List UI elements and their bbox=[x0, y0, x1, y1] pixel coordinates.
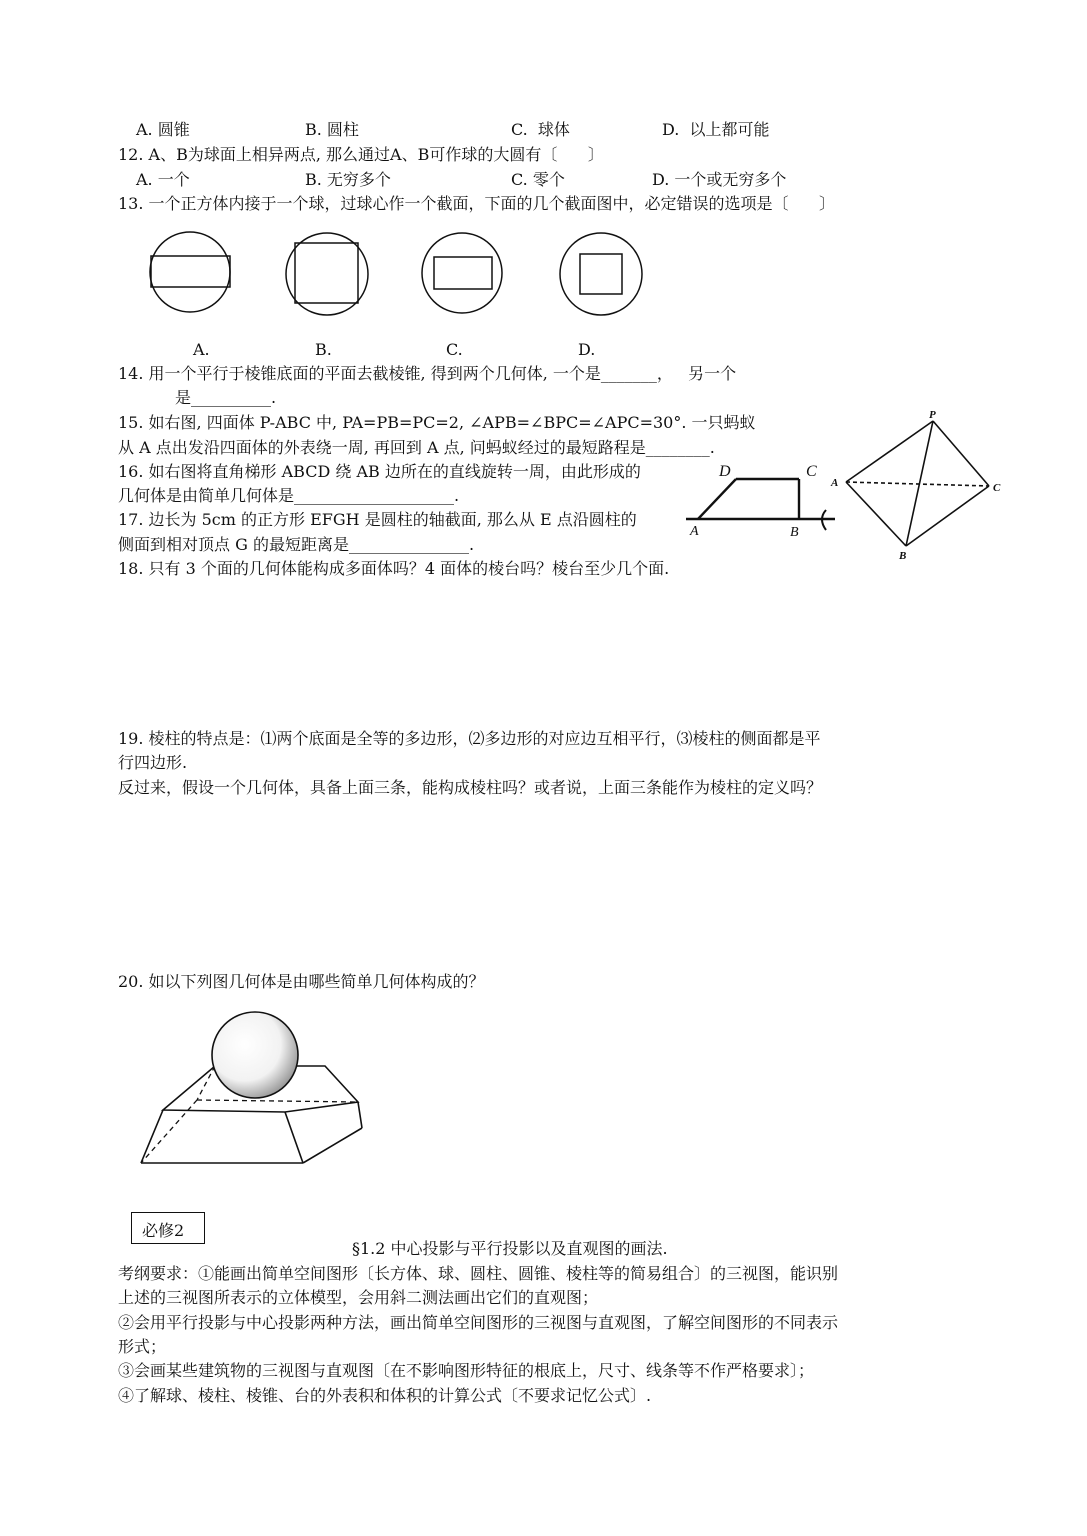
tetra-label-c: C bbox=[993, 482, 1001, 494]
trapezoid-label-b: B bbox=[790, 525, 799, 540]
q12-option-b: B. 无穷多个 bbox=[305, 170, 391, 189]
trapezoid-label-a: A bbox=[690, 524, 699, 539]
q19-line2: 行四边形. bbox=[118, 753, 188, 772]
q17-line1: 17. 边长为 5cm 的正方形 EFGH 是圆柱的轴截面, 那么从 E 点沿圆柱的 bbox=[118, 510, 637, 529]
q14-line1: 14. 用一个平行于棱锥底面的平面去截棱锥, 得到两个几何体, 一个是_______， 另一个 bbox=[118, 364, 737, 383]
q15-line1: 15. 如右图, 四面体 P-ABC 中, PA=PB=PC=2, ∠APB=∠BPC=∠APC=30°. 一只蚂蚁 bbox=[118, 413, 756, 432]
syllabus-line-2: 上述的三视图所表示的立体模型，会用斜二测法画出它们的直观图； bbox=[118, 1288, 599, 1307]
q13-label-d: D. bbox=[578, 340, 596, 359]
syllabus-line-4: 形式； bbox=[118, 1337, 167, 1356]
q11-option-a: A. 圆锥 bbox=[136, 120, 190, 139]
q11-option-c: C. 球体 bbox=[511, 120, 570, 139]
q11-option-d: D. 以上都可能 bbox=[662, 120, 770, 139]
q20-text: 20. 如以下列图几何体是由哪些简单几何体构成的？ bbox=[118, 972, 485, 991]
q11-option-b: B. 圆柱 bbox=[305, 120, 359, 139]
q19-line3: 反过来，假设一个几何体，具备上面三条，能构成棱柱吗？或者说，上面三条能作为棱柱的定义吗？ bbox=[118, 778, 823, 797]
course-label: 必修2 bbox=[142, 1221, 185, 1240]
q19-line1: 19. 棱柱的特点是：⑴两个底面是全等的多边形，⑵多边形的对应边互相平行，⑶棱柱的侧面都是平 bbox=[118, 729, 821, 748]
syllabus-line-5: ③会画某些建筑物的三视图与直观图〔在不影响图形特征的根底上，尺寸、线条等不作严格要求〕； bbox=[118, 1361, 815, 1380]
q15-line2: 从 A 点出发沿四面体的外表绕一周, 再回到 A 点, 问蚂蚁经过的最短路程是________. bbox=[118, 438, 715, 457]
q16-line1: 16. 如右图将直角梯形 ABCD 绕 AB 边所在的直线旋转一周，由此形成的 bbox=[118, 462, 641, 481]
q16-line2: 几何体是由简单几何体是____________________. bbox=[118, 486, 460, 505]
syllabus-line-1: 考纲要求：①能画出简单空间图形〔长方体、球、圆柱、圆锥、棱柱等的简易组合〕的三视图，能识别 bbox=[118, 1264, 839, 1283]
tetra-label-a: A bbox=[831, 477, 839, 489]
tetra-label-p: P bbox=[929, 409, 936, 421]
trapezoid-label-d: D bbox=[719, 463, 731, 480]
q12-text: 12. A、B为球面上相异两点, 那么通过A、B可作球的大圆有〔 〕 bbox=[118, 145, 604, 164]
q12-option-d: D. 一个或无穷多个 bbox=[652, 170, 787, 189]
section-title: §1.2 中心投影与平行投影以及直观图的画法. bbox=[352, 1239, 668, 1258]
q13-text: 13. 一个正方体内接于一个球，过球心作一个截面，下面的几个截面图中，必定错误的选项是〔 〕 bbox=[118, 194, 836, 213]
syllabus-line-3: ②会用平行投影与中心投影两种方法，画出简单空间图形的三视图与直观图，了解空间图形的不同表示 bbox=[118, 1313, 839, 1332]
q17-line2: 侧面到相对顶点 G 的最短距离是_______________. bbox=[118, 535, 475, 554]
q14-line2: 是__________. bbox=[175, 388, 277, 407]
q13-label-a: A. bbox=[193, 340, 210, 359]
trapezoid-label-c: C bbox=[806, 463, 817, 480]
course-label-box bbox=[131, 1212, 205, 1244]
q18-text: 18. 只有 3 个面的几何体能构成多面体吗？4 面体的棱台吗？棱台至少几个面. bbox=[118, 559, 670, 578]
q12-option-a: A. 一个 bbox=[136, 170, 190, 189]
tetra-label-b: B bbox=[899, 550, 907, 562]
q12-option-c: C. 零个 bbox=[511, 170, 565, 189]
q13-label-b: B. bbox=[315, 340, 332, 359]
syllabus-line-6: ④了解球、棱柱、棱锥、台的外表积和体积的计算公式〔不要求记忆公式〕. bbox=[118, 1386, 652, 1405]
q13-label-c: C. bbox=[446, 340, 463, 359]
